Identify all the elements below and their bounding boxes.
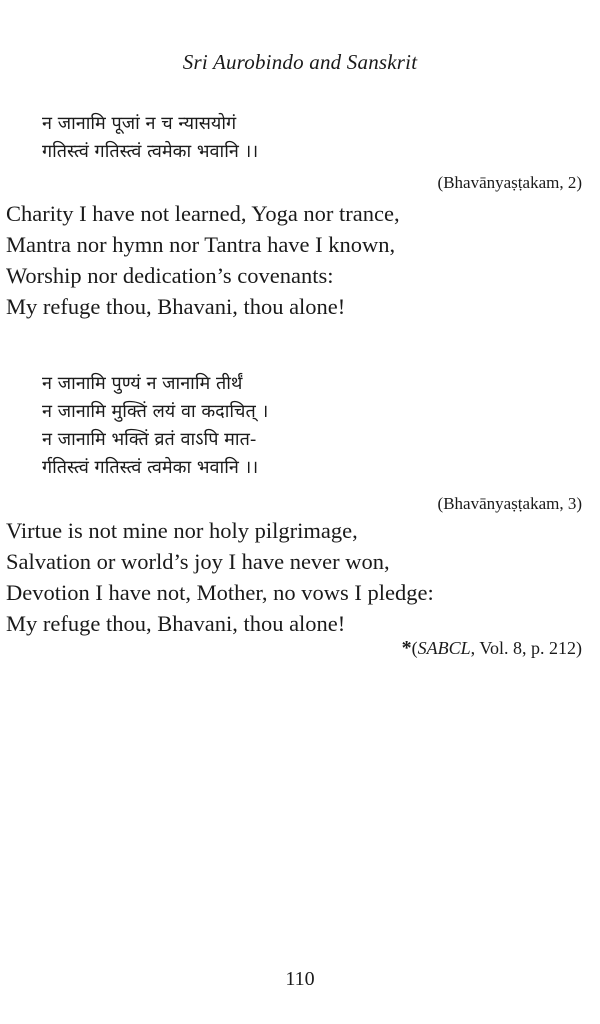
sanskrit-line: गतिस्त्वं गतिस्त्वं त्वमेका भवानि ।। [42,141,259,162]
translation-line: My refuge thou, Bhavani, thou alone! [6,611,346,636]
sanskrit-line: न जानामि भक्तिं व्रतं वाऽपि मात- [42,429,257,450]
translation-line: Worship nor dedication’s covenants: [6,263,334,288]
sanskrit-verse-2 [42,370,268,482]
sanskrit-line: न जानामि पुण्यं न जानामि तीर्थं [42,373,243,394]
translation-line: Virtue is not mine nor holy pilgrimage, [6,518,358,543]
footnote-asterisk: * [401,637,412,659]
source-note [402,637,582,660]
sanskrit-verse-1 [42,110,258,166]
citation-1: (Bhavānyaṣṭakam, 2) [437,173,582,192]
page-number: 110 [285,968,315,990]
sanskrit-line: न जानामि मुक्तिं लयं वा कदाचित् । [42,401,269,422]
source-detail: , Vol. 8, p. 212) [470,638,582,658]
sanskrit-line: न जानामि पूजां न च न्यासयोगं [42,113,237,134]
translation-verse-2 [6,515,434,639]
translation-line: Mantra nor hymn nor Tantra have I known, [6,232,396,257]
running-title: Sri Aurobindo and Sanskrit [182,50,418,74]
source-work-title: SABCL [417,638,471,658]
source-open-paren: ( [411,638,418,658]
translation-verse-1 [6,198,400,322]
translation-line: My refuge thou, Bhavani, thou alone! [6,294,346,319]
translation-line: Devotion I have not, Mother, no vows I pledge: [6,580,434,605]
translation-line: Salvation or world’s joy I have never won, [6,549,390,574]
citation-2: (Bhavānyaṣṭakam, 3) [437,494,582,513]
sanskrit-line: र्गतिस्त्वं गतिस्त्वं त्वमेका भवानि ।। [42,457,259,478]
translation-line: Charity I have not learned, Yoga nor trance, [6,201,400,226]
